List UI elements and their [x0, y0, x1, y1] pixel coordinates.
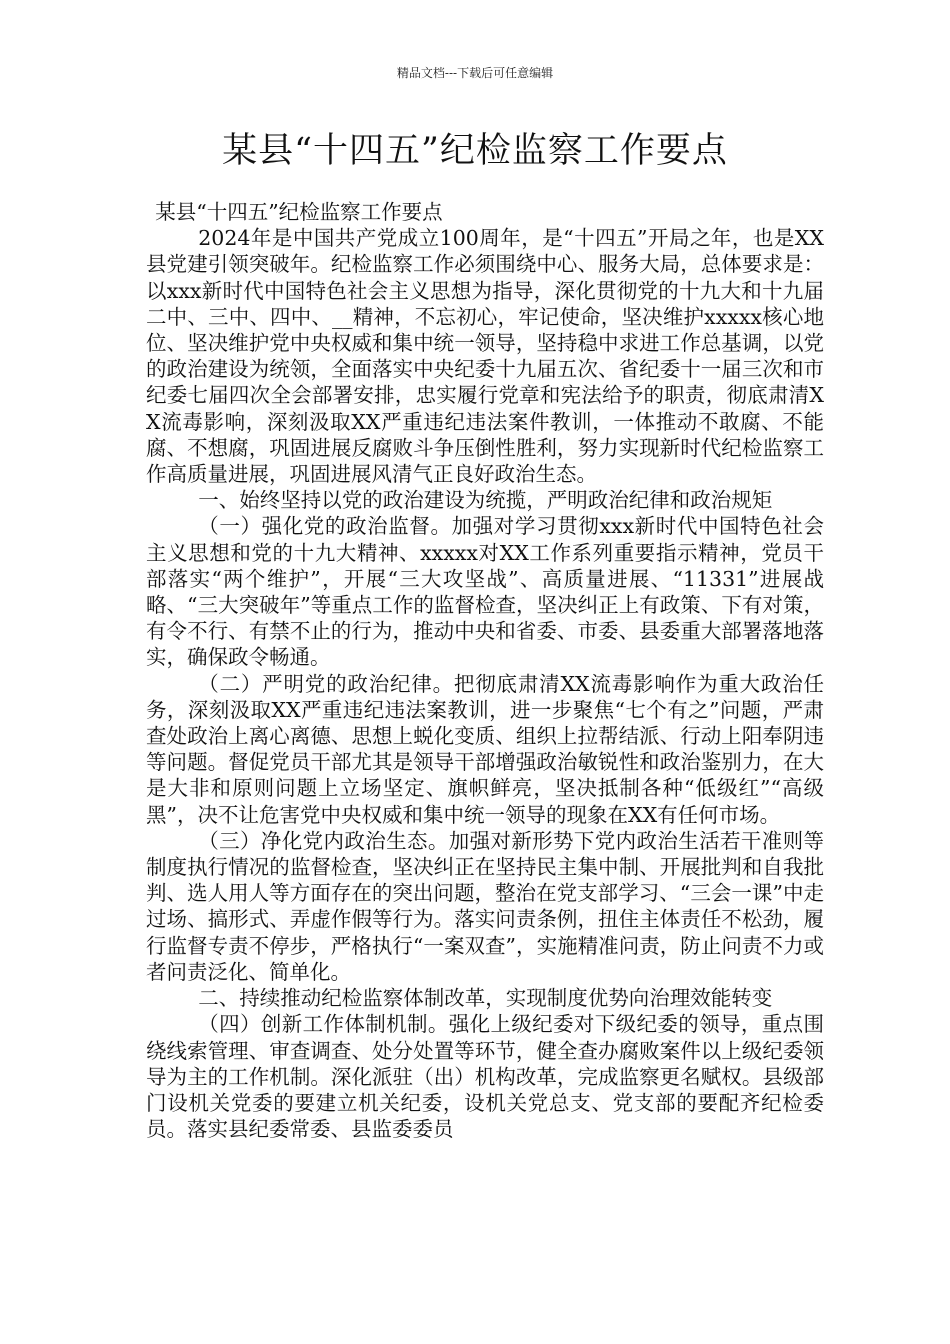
- page-header: 精品文档---下载后可任意编辑: [396, 66, 554, 80]
- section-heading-2: 二、持续推动纪检监察体制改革，实现制度优势向治理效能转变: [198, 986, 773, 1011]
- paragraph-item-3: （三）净化党内政治生态。加强对新形势下党内政治生活若干准则等制度执行情况的监督检查，坚决纠正在坚持民主集中制、开展批判和自我批判、选人用人等方面存在的突出问题，整治在党支部学习、“三会一课”中走过场、搞形式、弄虚作假等行为。落实问责条例，扭住主体责任不松劲，履行监督专责不停步，严格执行“一案双查”，实施精准问责，防止问责不力或者问责泛化、简单化。: [146, 828, 824, 984]
- section-heading-1: 一、始终坚持以党的政治建设为统揽，严明政治纪律和政治规矩: [198, 488, 773, 513]
- document-subtitle: 某县“十四五”纪检监察工作要点: [155, 200, 443, 224]
- document-body: [146, 199, 824, 1142]
- paragraph-intro: 2024年是中国共产党成立100周年，是“十四五”开局之年，也是XX县党建引领突破年。纪检监察工作必须围绕中心、服务大局，总体要求是：以xxx新时代中国特色社会主义思想为指导，深化贯彻党的十九大和十九届二中、三中、四中、__精神，不忘初心，牢记使命，坚决维护xxxxx核心地位、坚决维护党中央权威和集中统一领导，坚持稳中求进工作总基调，以党的政治建设为统领，全面落实中央纪委十九届五次、省纪委十一届三次和市纪委七届四次全会部署安排，忠实履行党章和宪法给予的职责，彻底肃清XX流毒影响，深刻汲取XX严重违纪违法案件教训，一体推动不敢腐、不能腐、不想腐，巩固进展反腐败斗争压倒性胜利，努力实现新时代纪检监察工作高质量进展，巩固进展风清气正良好政治生态。: [146, 226, 824, 487]
- paragraph-item-4: （四）创新工作体制机制。强化上级纪委对下级纪委的领导，重点围绕线索管理、审查调查、处分处置等环节，健全查办腐败案件以上级纪委领导为主的工作机制。深化派驻（出）机构改革，完成监察更名赋权。县级部门设机关党委的要建立机关纪委，设机关党总支、党支部的要配齐纪检委员。落实县纪委常委、县监委委员: [146, 1012, 824, 1142]
- paragraph-item-2: （二）严明党的政治纪律。把彻底肃清XX流毒影响作为重大政治任务，深刻汲取XX严重违纪违法案教训，进一步聚焦“七个有之”问题，严肃查处政治上离心离德、思想上蜕化变质、组织上拉帮结派、行动上阳奉阴违等问题。督促党员干部尤其是领导干部增强政治敏锐性和政治鉴别力，在大是大非和原则问题上立场坚定、旗帜鲜亮，坚决抵制各种“低级红”“高级黑”，决不让危害党中央权威和集中统一领导的现象在XX有任何市场。: [146, 671, 824, 827]
- paragraph-item-1: （一）强化党的政治监督。加强对学习贯彻xxx新时代中国特色社会主义思想和党的十九大精神、xxxxx对XX工作系列重要指示精神，党员干部落实“两个维护”，开展“三大攻坚战”、高质量进展、“11331”进展战略、“三大突破年”等重点工作的监督检查，坚决纠正上有政策、下有对策，有令不行、有禁不止的行为，推动中央和省委、市委、县委重大部署落地落实，确保政令畅通。: [146, 514, 824, 670]
- document-title: 某县“十四五”纪检监察工作要点: [222, 131, 728, 171]
